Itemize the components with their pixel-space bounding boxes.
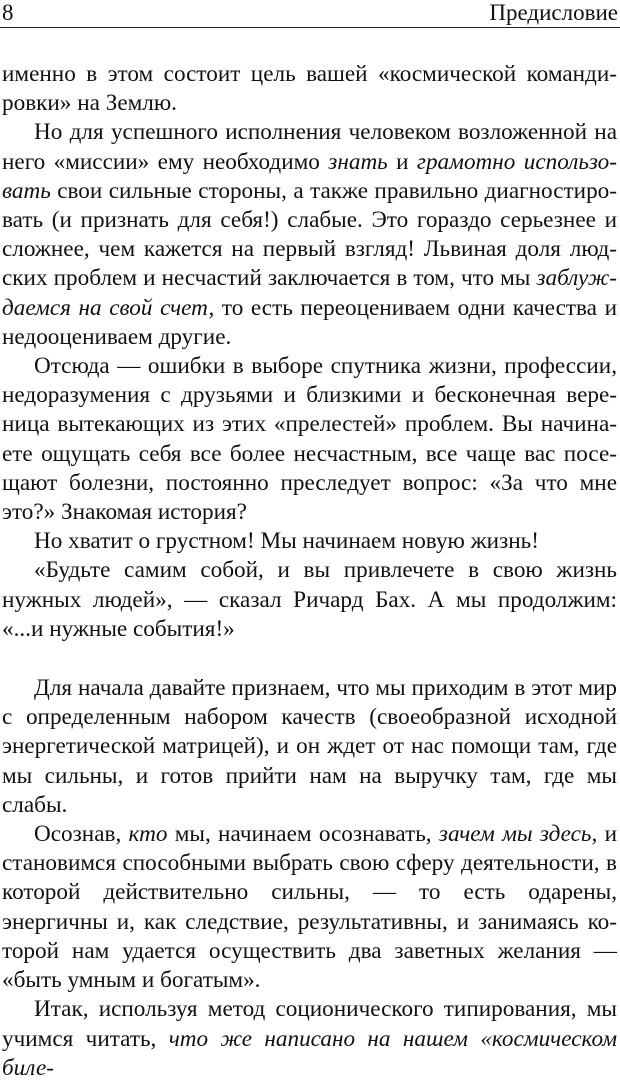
text-run: Но для успешного исполнения человеком возложенной на него «миссии» ему необходимо [2, 119, 617, 175]
text-run: мы, начинаем осознавать, [167, 821, 439, 848]
italic-run: заблуждаемся на свой счет, [2, 265, 617, 321]
text-run: именно в этом состоит цель вашей «космической командировки» на Землю. [2, 61, 617, 117]
italic-run: зачем мы здесь, [438, 821, 598, 848]
text-run: Но хватит о грустном! Мы начинаем новую жизнь! [34, 528, 539, 555]
paragraph-mistakes [2, 352, 617, 527]
paragraph-new-life [2, 527, 617, 556]
paragraph-continuation [2, 60, 617, 118]
paragraph-quote-bach [2, 556, 617, 644]
text-run: Итак, используя метод соционического типирования, мы учимся читать, [2, 996, 617, 1052]
paragraph-awareness [2, 820, 617, 995]
text-run: и [387, 148, 417, 175]
italic-run: знать [328, 148, 388, 175]
paragraph-mission [2, 118, 617, 352]
text-run: Отсюда — ошибки в выборе спутника жизни, профессии, недоразумения с друзьями и близкими и бесконечная вереница вытекающих из этих «прелестей» проблем. Вы начинаете ощущать себя все более несчастным, все чаще вас посещают болезни, постоянно преследует вопрос: «За что мне это?» Знакомая история? [2, 353, 617, 526]
section-gap [2, 644, 617, 674]
text-run: и становимся способными выбрать свою сферу деятельности, в которой действительно сильны, — то есть одарены, энергичны и, как следствие, результативны, и занимаясь которой нам удается осуществить два заветных желания — «быть умным и богатым». [2, 821, 617, 994]
paragraph-matrix [2, 674, 617, 820]
italic-run: что же написано на нашем «космическом биле- [2, 1025, 617, 1081]
header-rule [0, 27, 620, 28]
page-number: 8 [2, 0, 14, 25]
page-header [0, 0, 620, 28]
paragraph-socionics [2, 995, 617, 1083]
italic-run: кто [128, 821, 168, 848]
page-body [2, 60, 617, 1083]
text-run: Осознав, [34, 821, 129, 848]
running-title: Предисловие [489, 0, 618, 25]
text-run: «Будьте самим собой, и вы привлечете в свою жизнь нужных людей», — сказал Ричард Бах. А мы продолжим: «...и нужные события!» [2, 557, 617, 642]
text-run: то есть переоцениваем одни качества и недооцениваем другие. [2, 294, 617, 350]
text-run: свои сильные стороны, а также правильно диагностировать (и признать для себя!) слабые. Это гораздо серьезнее и сложнее, чем кажется на первый взгляд! Львиная доля людских проблем и несчастий заключается в том, что мы [2, 177, 617, 292]
italic-run: грамотно использовать [2, 148, 617, 204]
text-run: Для начала давайте признаем, что мы приходим в этот мир с определенным набором качеств (своеобразной исходной энергетической матрицей), и он ждет от нас помощи там, где мы сильны, и готов прийти нам на выручку там, где мы слабы. [2, 675, 617, 818]
